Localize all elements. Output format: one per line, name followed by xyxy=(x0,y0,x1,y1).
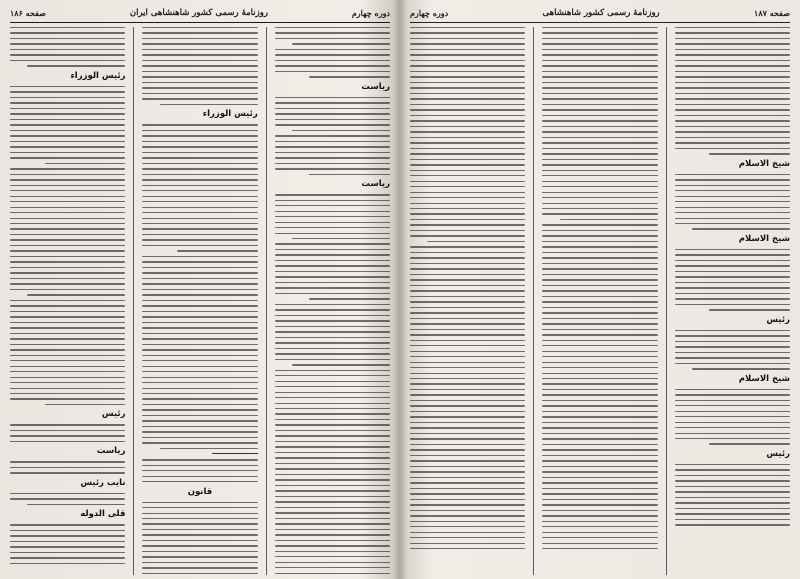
right-column-divider-1 xyxy=(666,27,667,575)
left-header-section: دوره چهارم xyxy=(351,8,390,18)
right-header-page-number: صفحه ۱۸۷ xyxy=(754,8,790,18)
right-header-title: روزنامهٔ رسمی کشور شاهنشاهی xyxy=(542,8,660,18)
left-col3-heading-c: ریاست xyxy=(96,446,126,457)
left-page-header xyxy=(10,6,390,23)
right-column-divider-2 xyxy=(533,27,534,575)
left-column-3 xyxy=(10,27,125,575)
left-page-columns xyxy=(10,27,390,575)
right-page-columns xyxy=(410,27,790,575)
left-column-1 xyxy=(275,27,390,575)
left-column-divider-2 xyxy=(133,27,134,575)
right-col1-heading-e: رئیس xyxy=(766,448,790,459)
right-column-3 xyxy=(410,27,525,575)
right-col1-heading-c: رئیس xyxy=(766,314,790,325)
left-col2-heading-b: قانون xyxy=(187,486,213,497)
right-header-section: دوره چهارم xyxy=(410,8,449,18)
left-col3-heading-e: قلی الدوله xyxy=(80,509,126,520)
left-header-page-number: صفحه ۱۸۶ xyxy=(10,8,46,18)
right-column-1 xyxy=(675,27,790,575)
left-column-divider-1 xyxy=(266,27,267,575)
left-col1-heading-b: ریاست xyxy=(361,179,390,190)
right-col1-heading-b: شیخ الاسلام xyxy=(738,233,790,244)
left-column-2 xyxy=(142,27,257,575)
right-page xyxy=(400,0,800,579)
left-header-title: روزنامهٔ رسمی کشور شاهنشاهی ایران xyxy=(129,8,268,18)
right-col1-heading-d: شیخ الاسلام xyxy=(738,373,790,384)
right-page-header xyxy=(410,6,790,23)
left-col2-heading-a: رئیس الوزراء xyxy=(202,109,258,120)
book-gutter-shadow xyxy=(393,0,407,579)
left-col3-heading-b: رئیس xyxy=(101,409,126,420)
right-column-2 xyxy=(542,27,657,575)
left-col3-heading-a: رئیس الوزراء xyxy=(70,70,126,81)
right-col1-heading-a: شیخ الاسلام xyxy=(738,158,790,169)
left-col1-heading-a: ریاست xyxy=(361,81,390,92)
left-col3-heading-d: نایب رئیس xyxy=(80,477,126,488)
